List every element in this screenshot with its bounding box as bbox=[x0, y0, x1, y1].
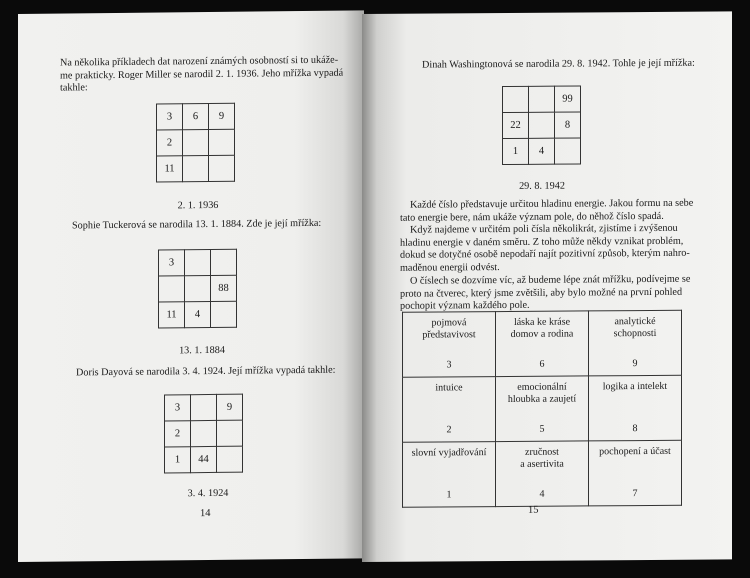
grid-cell: 1 bbox=[165, 447, 191, 473]
right-page bbox=[362, 11, 732, 562]
grid-cell: 1 bbox=[503, 138, 529, 164]
grid-cell: 3 bbox=[165, 395, 191, 421]
meaning-grid bbox=[402, 310, 682, 508]
meaning-number: 6 bbox=[539, 358, 545, 370]
grid-cell bbox=[209, 129, 235, 155]
meaning-number: 7 bbox=[632, 487, 638, 499]
grid-cell: 88 bbox=[211, 275, 237, 301]
grid-cell bbox=[191, 420, 217, 446]
grid-cell: 22 bbox=[503, 112, 529, 138]
grid-cell: 2 bbox=[165, 421, 191, 447]
meaning-label: láska ke kráse domov a rodina bbox=[510, 316, 574, 340]
meaning-cell bbox=[496, 376, 589, 442]
grid-roger-miller bbox=[156, 103, 235, 183]
grid-cell: 4 bbox=[529, 138, 555, 164]
text-line: Každé číslo představuje určitou hladinu energie. Jakou formu na sebe bbox=[410, 197, 694, 211]
text-sophie-tucker: Sophie Tuckerová se narodila 13. 1. 1884. Zde je její mřížka: bbox=[72, 217, 322, 232]
grid-cell bbox=[529, 112, 555, 138]
meaning-cell bbox=[403, 377, 496, 443]
page-number: 15 bbox=[528, 504, 539, 516]
grid-cell: 9 bbox=[217, 394, 243, 420]
meaning-cell bbox=[496, 441, 589, 507]
left-page bbox=[18, 10, 364, 562]
meaning-label: emocionální hloubka a zaujetí bbox=[507, 381, 577, 405]
grid-caption: 13. 1. 1884 bbox=[179, 344, 225, 357]
grid-cell bbox=[503, 86, 529, 112]
grid-cell: 3 bbox=[159, 250, 185, 276]
meaning-cell bbox=[496, 311, 589, 377]
grid-cell: 3 bbox=[157, 104, 183, 130]
paragraph-numbers bbox=[400, 274, 710, 314]
intro-paragraph bbox=[60, 55, 350, 96]
grid-cell: 9 bbox=[209, 103, 235, 129]
meaning-cell bbox=[589, 440, 682, 506]
meaning-number: 3 bbox=[446, 358, 452, 370]
grid-cell: 2 bbox=[157, 130, 183, 156]
page-number: 14 bbox=[200, 507, 211, 520]
text-line: maděnou energii odvést. bbox=[400, 262, 500, 274]
text-dinah-washington: Dinah Washingtonová se narodila 29. 8. 1942. Tohle je její mřížka: bbox=[422, 57, 695, 71]
text-line: me prakticky. Roger Miller se narodil 2. 1. 1936. Jeho mřížka vypadá bbox=[60, 67, 344, 82]
meaning-number: 9 bbox=[632, 357, 638, 369]
text-doris-day: Doris Dayová se narodila 3. 4. 1924. Její mřížka vypadá takhle: bbox=[76, 364, 336, 379]
grid-cell: 11 bbox=[159, 302, 185, 328]
paragraph-energy bbox=[400, 198, 710, 276]
grid-cell bbox=[191, 394, 217, 420]
grid-cell bbox=[211, 301, 237, 327]
grid-dinah-washington bbox=[502, 85, 581, 165]
meaning-label: intuice bbox=[435, 382, 463, 394]
text-line: tato energie bere, nám ukáže význam pole, do něhož číslo spadá. bbox=[400, 210, 664, 224]
grid-cell bbox=[529, 86, 555, 112]
text-line: O číslech se dozvíme víc, až budeme lépe znát mřížku, podívejme se bbox=[410, 273, 691, 287]
grid-cell: 44 bbox=[191, 446, 217, 472]
meaning-label: pochopení a účast bbox=[599, 445, 671, 458]
grid-cell bbox=[183, 156, 209, 182]
grid-caption: 3. 4. 1924 bbox=[187, 487, 229, 500]
text-line: pochopit význam každého pole. bbox=[400, 300, 530, 312]
grid-cell: 99 bbox=[555, 86, 581, 112]
text-line: dokud se dotyčné osobě nepodaří najít pozitivní způsob, kterým nahro- bbox=[400, 248, 690, 262]
meaning-number: 4 bbox=[539, 488, 545, 500]
text-line: Když najdeme v určitém poli čísla několikrát, zjistíme i zvýšenou bbox=[410, 222, 678, 236]
grid-cell bbox=[185, 249, 211, 275]
meaning-label: analytické schopnosti bbox=[613, 315, 657, 339]
meaning-number: 5 bbox=[539, 423, 545, 435]
meaning-cell bbox=[589, 310, 682, 376]
grid-caption: 29. 8. 1942 bbox=[519, 180, 565, 192]
grid-sophie-tucker bbox=[158, 249, 237, 329]
meaning-number: 8 bbox=[632, 422, 638, 434]
grid-doris-day bbox=[164, 394, 243, 474]
meaning-label: logika a intelekt bbox=[602, 380, 668, 393]
text-line: takhle: bbox=[60, 82, 88, 94]
text-line: proto na čtverec, který jsme zvětšili, aby bylo možné na první pohled bbox=[400, 286, 683, 300]
text-line: hladinu energie v daném směru. Z toho může někdy vznikat problém, bbox=[400, 235, 684, 249]
meaning-number: 1 bbox=[446, 488, 452, 500]
grid-cell bbox=[555, 138, 581, 164]
grid-cell bbox=[217, 446, 243, 472]
grid-cell bbox=[159, 276, 185, 302]
grid-cell: 8 bbox=[555, 112, 581, 138]
grid-cell: 4 bbox=[185, 301, 211, 327]
grid-cell bbox=[217, 420, 243, 446]
grid-cell bbox=[209, 155, 235, 181]
grid-cell bbox=[211, 249, 237, 275]
meaning-label: slovní vyjadřování bbox=[411, 447, 487, 459]
grid-cell: 6 bbox=[183, 104, 209, 130]
meaning-cell bbox=[403, 442, 496, 508]
meaning-number: 2 bbox=[446, 423, 452, 435]
grid-cell: 11 bbox=[157, 156, 183, 182]
meaning-label: pojmová představivost bbox=[422, 317, 476, 341]
grid-cell bbox=[183, 130, 209, 156]
meaning-cell bbox=[589, 375, 682, 441]
meaning-label: zručnost a asertivita bbox=[520, 446, 564, 470]
meaning-cell bbox=[403, 312, 496, 378]
text-line: Na několika příkladech dat narození známých osobností si to ukáže- bbox=[60, 54, 339, 69]
grid-cell bbox=[185, 275, 211, 301]
grid-caption: 2. 1. 1936 bbox=[177, 199, 219, 212]
